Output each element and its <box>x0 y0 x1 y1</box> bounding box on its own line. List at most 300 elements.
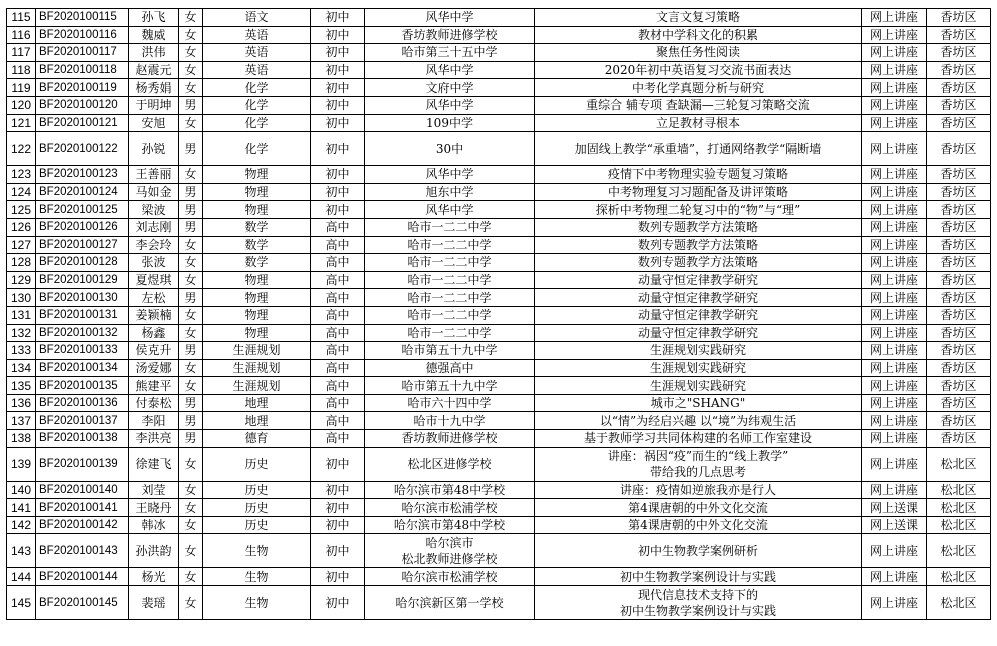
cell-record-code: BF2020100131 <box>36 306 129 324</box>
cell-delivery-form: 网上讲座 <box>862 254 927 272</box>
cell-delivery-form: 网上讲座 <box>862 342 927 360</box>
cell-teacher-name: 刘志刚 <box>129 218 179 236</box>
cell-subject: 地理 <box>203 394 311 412</box>
cell-school-level: 初中 <box>311 44 365 62</box>
cell-teacher-name: 马如金 <box>129 183 179 201</box>
cell-lecture-topic: 重综合 辅专项 查缺漏—三轮复习策略交流 <box>535 96 862 114</box>
cell-record-code: BF2020100115 <box>36 9 129 27</box>
cell-subject: 物理 <box>203 324 311 342</box>
cell-gender: 女 <box>179 26 203 44</box>
cell-row-number: 129 <box>7 271 36 289</box>
table-row <box>7 516 991 534</box>
cell-delivery-form: 网上送课 <box>862 499 927 517</box>
cell-record-code: BF2020100139 <box>36 447 129 481</box>
cell-school-name: 德强高中 <box>365 359 535 377</box>
cell-gender: 男 <box>179 430 203 448</box>
cell-delivery-form: 网上讲座 <box>862 114 927 132</box>
cell-delivery-form: 网上讲座 <box>862 447 927 481</box>
cell-lecture-topic: 疫情下中考物理实验专题复习策略 <box>535 166 862 184</box>
table-row <box>7 26 991 44</box>
cell-subject: 德育 <box>203 430 311 448</box>
cell-school-name: 哈市第五十九中学 <box>365 342 535 360</box>
cell-school-name: 香坊教师进修学校 <box>365 26 535 44</box>
cell-delivery-form: 网上讲座 <box>862 324 927 342</box>
cell-school-name: 哈尔滨市 松北教师进修学校 <box>365 534 535 568</box>
cell-district: 香坊区 <box>927 430 991 448</box>
cell-school-level: 高中 <box>311 377 365 395</box>
cell-district: 香坊区 <box>927 166 991 184</box>
cell-subject: 物理 <box>203 306 311 324</box>
cell-school-level: 高中 <box>311 271 365 289</box>
cell-lecture-topic: 文言文复习策略 <box>535 9 862 27</box>
cell-school-level: 高中 <box>311 342 365 360</box>
cell-gender: 女 <box>179 236 203 254</box>
cell-school-name: 风华中学 <box>365 9 535 27</box>
cell-school-level: 初中 <box>311 79 365 97</box>
cell-school-level: 初中 <box>311 166 365 184</box>
cell-delivery-form: 网上讲座 <box>862 236 927 254</box>
cell-teacher-name: 李阳 <box>129 412 179 430</box>
cell-school-name: 哈市第三十五中学 <box>365 44 535 62</box>
cell-row-number: 126 <box>7 218 36 236</box>
cell-subject: 物理 <box>203 183 311 201</box>
table-row <box>7 481 991 499</box>
cell-district: 香坊区 <box>927 306 991 324</box>
cell-school-level: 初中 <box>311 499 365 517</box>
cell-gender: 女 <box>179 254 203 272</box>
cell-teacher-name: 杨秀娟 <box>129 79 179 97</box>
table-row <box>7 534 991 568</box>
cell-record-code: BF2020100142 <box>36 516 129 534</box>
cell-school-level: 初中 <box>311 516 365 534</box>
cell-teacher-name: 徐建飞 <box>129 447 179 481</box>
cell-teacher-name: 裴瑶 <box>129 586 179 620</box>
cell-school-level: 高中 <box>311 236 365 254</box>
cell-delivery-form: 网上讲座 <box>862 430 927 448</box>
cell-school-name: 哈市一二二中学 <box>365 289 535 307</box>
cell-delivery-form: 网上讲座 <box>862 412 927 430</box>
cell-gender: 男 <box>179 394 203 412</box>
cell-row-number: 115 <box>7 9 36 27</box>
table-row <box>7 44 991 62</box>
cell-lecture-topic: 中考物理复习习题配备及讲评策略 <box>535 183 862 201</box>
cell-record-code: BF2020100143 <box>36 534 129 568</box>
cell-teacher-name: 张波 <box>129 254 179 272</box>
cell-row-number: 145 <box>7 586 36 620</box>
cell-delivery-form: 网上讲座 <box>862 201 927 219</box>
cell-district: 香坊区 <box>927 359 991 377</box>
roster-table-wrapper <box>6 8 990 620</box>
cell-teacher-name: 洪伟 <box>129 44 179 62</box>
cell-record-code: BF2020100122 <box>36 132 129 166</box>
cell-record-code: BF2020100127 <box>36 236 129 254</box>
cell-district: 松北区 <box>927 516 991 534</box>
cell-lecture-topic: 初中生物教学案例研析 <box>535 534 862 568</box>
cell-subject: 化学 <box>203 132 311 166</box>
cell-school-name: 哈尔滨市松浦学校 <box>365 499 535 517</box>
cell-school-level: 初中 <box>311 9 365 27</box>
cell-record-code: BF2020100130 <box>36 289 129 307</box>
table-row <box>7 306 991 324</box>
cell-district: 香坊区 <box>927 342 991 360</box>
cell-lecture-topic: 生涯规划实践研究 <box>535 342 862 360</box>
cell-delivery-form: 网上讲座 <box>862 586 927 620</box>
cell-teacher-name: 夏煜琪 <box>129 271 179 289</box>
cell-row-number: 121 <box>7 114 36 132</box>
cell-delivery-form: 网上讲座 <box>862 96 927 114</box>
cell-district: 香坊区 <box>927 218 991 236</box>
cell-school-name: 哈市一二二中学 <box>365 324 535 342</box>
cell-lecture-topic: 数列专题教学方法策略 <box>535 218 862 236</box>
cell-school-name: 哈市一二二中学 <box>365 254 535 272</box>
table-row <box>7 586 991 620</box>
cell-record-code: BF2020100120 <box>36 96 129 114</box>
table-row <box>7 377 991 395</box>
cell-lecture-topic: 2020年初中英语复习交流书面表达 <box>535 61 862 79</box>
cell-district: 松北区 <box>927 568 991 586</box>
cell-delivery-form: 网上讲座 <box>862 534 927 568</box>
table-row <box>7 96 991 114</box>
table-row <box>7 218 991 236</box>
cell-school-name: 109中学 <box>365 114 535 132</box>
cell-district: 香坊区 <box>927 394 991 412</box>
cell-gender: 女 <box>179 9 203 27</box>
cell-record-code: BF2020100144 <box>36 568 129 586</box>
cell-school-level: 初中 <box>311 481 365 499</box>
cell-record-code: BF2020100138 <box>36 430 129 448</box>
table-row <box>7 271 991 289</box>
cell-district: 香坊区 <box>927 96 991 114</box>
cell-gender: 女 <box>179 306 203 324</box>
cell-school-level: 初中 <box>311 201 365 219</box>
cell-school-level: 高中 <box>311 394 365 412</box>
table-row <box>7 254 991 272</box>
table-row <box>7 289 991 307</box>
table-row <box>7 114 991 132</box>
cell-gender: 女 <box>179 499 203 517</box>
cell-district: 香坊区 <box>927 44 991 62</box>
cell-lecture-topic: 初中生物教学案例设计与实践 <box>535 568 862 586</box>
cell-lecture-topic: 城市之"SHANG" <box>535 394 862 412</box>
cell-lecture-topic: 基于教师学习共同体构建的名师工作室建设 <box>535 430 862 448</box>
cell-school-level: 初中 <box>311 568 365 586</box>
cell-subject: 历史 <box>203 516 311 534</box>
cell-delivery-form: 网上讲座 <box>862 183 927 201</box>
cell-school-name: 哈市一二二中学 <box>365 236 535 254</box>
cell-subject: 历史 <box>203 447 311 481</box>
cell-school-level: 高中 <box>311 324 365 342</box>
cell-gender: 女 <box>179 534 203 568</box>
table-row <box>7 394 991 412</box>
cell-delivery-form: 网上讲座 <box>862 79 927 97</box>
cell-delivery-form: 网上讲座 <box>862 218 927 236</box>
cell-record-code: BF2020100145 <box>36 586 129 620</box>
cell-school-name: 风华中学 <box>365 166 535 184</box>
cell-gender: 女 <box>179 44 203 62</box>
cell-delivery-form: 网上讲座 <box>862 26 927 44</box>
cell-subject: 物理 <box>203 201 311 219</box>
cell-district: 香坊区 <box>927 9 991 27</box>
cell-row-number: 136 <box>7 394 36 412</box>
cell-school-name: 松北区进修学校 <box>365 447 535 481</box>
cell-record-code: BF2020100135 <box>36 377 129 395</box>
table-row <box>7 79 991 97</box>
cell-lecture-topic: 生涯规划实践研究 <box>535 359 862 377</box>
cell-gender: 女 <box>179 586 203 620</box>
cell-school-name: 哈市一二二中学 <box>365 306 535 324</box>
cell-subject: 生涯规划 <box>203 342 311 360</box>
cell-teacher-name: 姜颖楠 <box>129 306 179 324</box>
cell-school-name: 哈市六十四中学 <box>365 394 535 412</box>
cell-school-level: 初中 <box>311 96 365 114</box>
cell-record-code: BF2020100141 <box>36 499 129 517</box>
cell-lecture-topic: 聚焦任务性阅读 <box>535 44 862 62</box>
cell-row-number: 127 <box>7 236 36 254</box>
cell-teacher-name: 侯克升 <box>129 342 179 360</box>
cell-school-level: 初中 <box>311 586 365 620</box>
cell-gender: 女 <box>179 79 203 97</box>
cell-school-name: 哈市一二二中学 <box>365 271 535 289</box>
cell-lecture-topic: 中考化学真题分析与研究 <box>535 79 862 97</box>
cell-record-code: BF2020100132 <box>36 324 129 342</box>
cell-delivery-form: 网上讲座 <box>862 377 927 395</box>
cell-teacher-name: 杨鑫 <box>129 324 179 342</box>
cell-school-level: 高中 <box>311 430 365 448</box>
cell-teacher-name: 韩冰 <box>129 516 179 534</box>
cell-gender: 男 <box>179 132 203 166</box>
cell-lecture-topic: 动量守恒定律教学研究 <box>535 306 862 324</box>
cell-row-number: 132 <box>7 324 36 342</box>
cell-subject: 数学 <box>203 218 311 236</box>
cell-delivery-form: 网上讲座 <box>862 132 927 166</box>
cell-teacher-name: 王善丽 <box>129 166 179 184</box>
cell-district: 香坊区 <box>927 324 991 342</box>
cell-row-number: 117 <box>7 44 36 62</box>
cell-delivery-form: 网上讲座 <box>862 306 927 324</box>
cell-row-number: 131 <box>7 306 36 324</box>
cell-school-level: 初中 <box>311 114 365 132</box>
cell-gender: 女 <box>179 324 203 342</box>
cell-row-number: 130 <box>7 289 36 307</box>
cell-record-code: BF2020100119 <box>36 79 129 97</box>
cell-district: 香坊区 <box>927 79 991 97</box>
cell-teacher-name: 付泰松 <box>129 394 179 412</box>
cell-subject: 英语 <box>203 44 311 62</box>
cell-subject: 物理 <box>203 166 311 184</box>
cell-row-number: 119 <box>7 79 36 97</box>
cell-subject: 数学 <box>203 236 311 254</box>
cell-subject: 生涯规划 <box>203 359 311 377</box>
cell-district: 香坊区 <box>927 271 991 289</box>
cell-delivery-form: 网上讲座 <box>862 271 927 289</box>
cell-row-number: 140 <box>7 481 36 499</box>
cell-subject: 语文 <box>203 9 311 27</box>
cell-district: 松北区 <box>927 499 991 517</box>
cell-school-level: 高中 <box>311 218 365 236</box>
table-row <box>7 568 991 586</box>
cell-school-name: 哈尔滨市第48中学校 <box>365 516 535 534</box>
cell-teacher-name: 孙洪韵 <box>129 534 179 568</box>
cell-gender: 男 <box>179 342 203 360</box>
cell-delivery-form: 网上讲座 <box>862 289 927 307</box>
cell-delivery-form: 网上讲座 <box>862 166 927 184</box>
cell-subject: 物理 <box>203 271 311 289</box>
cell-district: 香坊区 <box>927 183 991 201</box>
cell-row-number: 135 <box>7 377 36 395</box>
table-row <box>7 166 991 184</box>
cell-row-number: 133 <box>7 342 36 360</box>
cell-subject: 数学 <box>203 254 311 272</box>
cell-teacher-name: 左松 <box>129 289 179 307</box>
cell-school-level: 初中 <box>311 61 365 79</box>
cell-school-level: 初中 <box>311 447 365 481</box>
cell-school-name: 香坊教师进修学校 <box>365 430 535 448</box>
cell-record-code: BF2020100128 <box>36 254 129 272</box>
cell-school-level: 高中 <box>311 254 365 272</box>
cell-subject: 生物 <box>203 568 311 586</box>
cell-district: 香坊区 <box>927 377 991 395</box>
cell-gender: 女 <box>179 271 203 289</box>
cell-school-level: 初中 <box>311 26 365 44</box>
cell-subject: 生物 <box>203 534 311 568</box>
cell-district: 香坊区 <box>927 236 991 254</box>
cell-row-number: 134 <box>7 359 36 377</box>
cell-record-code: BF2020100134 <box>36 359 129 377</box>
cell-school-name: 哈市第五十九中学 <box>365 377 535 395</box>
cell-school-name: 哈尔滨市松浦学校 <box>365 568 535 586</box>
table-row <box>7 236 991 254</box>
cell-school-name: 风华中学 <box>365 201 535 219</box>
cell-school-name: 哈市十九中学 <box>365 412 535 430</box>
cell-subject: 生涯规划 <box>203 377 311 395</box>
cell-subject: 历史 <box>203 481 311 499</box>
cell-lecture-topic: 动量守恒定律教学研究 <box>535 271 862 289</box>
cell-school-level: 高中 <box>311 289 365 307</box>
cell-delivery-form: 网上讲座 <box>862 359 927 377</box>
cell-row-number: 120 <box>7 96 36 114</box>
cell-school-level: 高中 <box>311 306 365 324</box>
cell-school-name: 哈尔滨新区第一学校 <box>365 586 535 620</box>
cell-lecture-topic: 动量守恒定律教学研究 <box>535 324 862 342</box>
cell-lecture-topic: 第4课唐朝的中外文化交流 <box>535 516 862 534</box>
cell-gender: 男 <box>179 412 203 430</box>
cell-lecture-topic: 以“情”为经启兴趣 以“境”为纬观生活 <box>535 412 862 430</box>
cell-subject: 生物 <box>203 586 311 620</box>
cell-gender: 男 <box>179 183 203 201</box>
cell-delivery-form: 网上讲座 <box>862 61 927 79</box>
cell-district: 香坊区 <box>927 61 991 79</box>
cell-record-code: BF2020100116 <box>36 26 129 44</box>
cell-lecture-topic: 加固线上教学“承重墙”，打通网络教学“隔断墙 <box>535 132 862 166</box>
cell-subject: 地理 <box>203 412 311 430</box>
cell-row-number: 118 <box>7 61 36 79</box>
cell-delivery-form: 网上送课 <box>862 516 927 534</box>
cell-district: 香坊区 <box>927 114 991 132</box>
cell-district: 松北区 <box>927 481 991 499</box>
cell-district: 松北区 <box>927 586 991 620</box>
cell-row-number: 139 <box>7 447 36 481</box>
cell-record-code: BF2020100137 <box>36 412 129 430</box>
cell-lecture-topic: 现代信息技术支持下的 初中生物教学案例设计与实践 <box>535 586 862 620</box>
cell-gender: 女 <box>179 568 203 586</box>
cell-gender: 女 <box>179 359 203 377</box>
cell-school-name: 哈尔滨市第48中学校 <box>365 481 535 499</box>
cell-delivery-form: 网上讲座 <box>862 568 927 586</box>
table-row <box>7 324 991 342</box>
table-row <box>7 183 991 201</box>
cell-row-number: 137 <box>7 412 36 430</box>
cell-delivery-form: 网上讲座 <box>862 9 927 27</box>
cell-lecture-topic: 数列专题教学方法策略 <box>535 254 862 272</box>
cell-row-number: 141 <box>7 499 36 517</box>
cell-school-level: 高中 <box>311 412 365 430</box>
cell-row-number: 124 <box>7 183 36 201</box>
cell-row-number: 128 <box>7 254 36 272</box>
table-row <box>7 9 991 27</box>
cell-school-level: 初中 <box>311 132 365 166</box>
cell-row-number: 116 <box>7 26 36 44</box>
cell-row-number: 122 <box>7 132 36 166</box>
table-row <box>7 412 991 430</box>
cell-lecture-topic: 生涯规划实践研究 <box>535 377 862 395</box>
table-row <box>7 201 991 219</box>
cell-teacher-name: 汤爱娜 <box>129 359 179 377</box>
cell-teacher-name: 刘莹 <box>129 481 179 499</box>
cell-gender: 女 <box>179 516 203 534</box>
cell-school-name: 哈市一二二中学 <box>365 218 535 236</box>
cell-lecture-topic: 动量守恒定律教学研究 <box>535 289 862 307</box>
cell-teacher-name: 梁波 <box>129 201 179 219</box>
cell-teacher-name: 李会玲 <box>129 236 179 254</box>
cell-teacher-name: 孙锐 <box>129 132 179 166</box>
cell-lecture-topic: 数列专题教学方法策略 <box>535 236 862 254</box>
cell-school-level: 初中 <box>311 534 365 568</box>
cell-teacher-name: 李洪亮 <box>129 430 179 448</box>
teacher-lecture-table <box>6 8 991 620</box>
cell-school-name: 风华中学 <box>365 61 535 79</box>
cell-row-number: 123 <box>7 166 36 184</box>
cell-record-code: BF2020100136 <box>36 394 129 412</box>
cell-gender: 女 <box>179 447 203 481</box>
cell-district: 香坊区 <box>927 26 991 44</box>
cell-school-name: 旭东中学 <box>365 183 535 201</box>
cell-district: 香坊区 <box>927 132 991 166</box>
cell-teacher-name: 熊建平 <box>129 377 179 395</box>
cell-subject: 化学 <box>203 79 311 97</box>
cell-teacher-name: 赵震元 <box>129 61 179 79</box>
cell-subject: 化学 <box>203 96 311 114</box>
cell-teacher-name: 王晓丹 <box>129 499 179 517</box>
cell-lecture-topic: 讲座：祸因“疫”而生的“线上教学” 带给我的几点思考 <box>535 447 862 481</box>
cell-record-code: BF2020100124 <box>36 183 129 201</box>
cell-record-code: BF2020100126 <box>36 218 129 236</box>
cell-teacher-name: 孙飞 <box>129 9 179 27</box>
cell-lecture-topic: 第4课唐朝的中外文化交流 <box>535 499 862 517</box>
cell-row-number: 125 <box>7 201 36 219</box>
cell-subject: 英语 <box>203 61 311 79</box>
table-row <box>7 430 991 448</box>
cell-gender: 女 <box>179 377 203 395</box>
cell-lecture-topic: 探析中考物理二轮复习中的“物”与“理” <box>535 201 862 219</box>
cell-subject: 历史 <box>203 499 311 517</box>
cell-subject: 英语 <box>203 26 311 44</box>
cell-row-number: 142 <box>7 516 36 534</box>
cell-teacher-name: 杨光 <box>129 568 179 586</box>
cell-gender: 男 <box>179 289 203 307</box>
cell-school-name: 30中 <box>365 132 535 166</box>
cell-district: 香坊区 <box>927 254 991 272</box>
cell-record-code: BF2020100140 <box>36 481 129 499</box>
